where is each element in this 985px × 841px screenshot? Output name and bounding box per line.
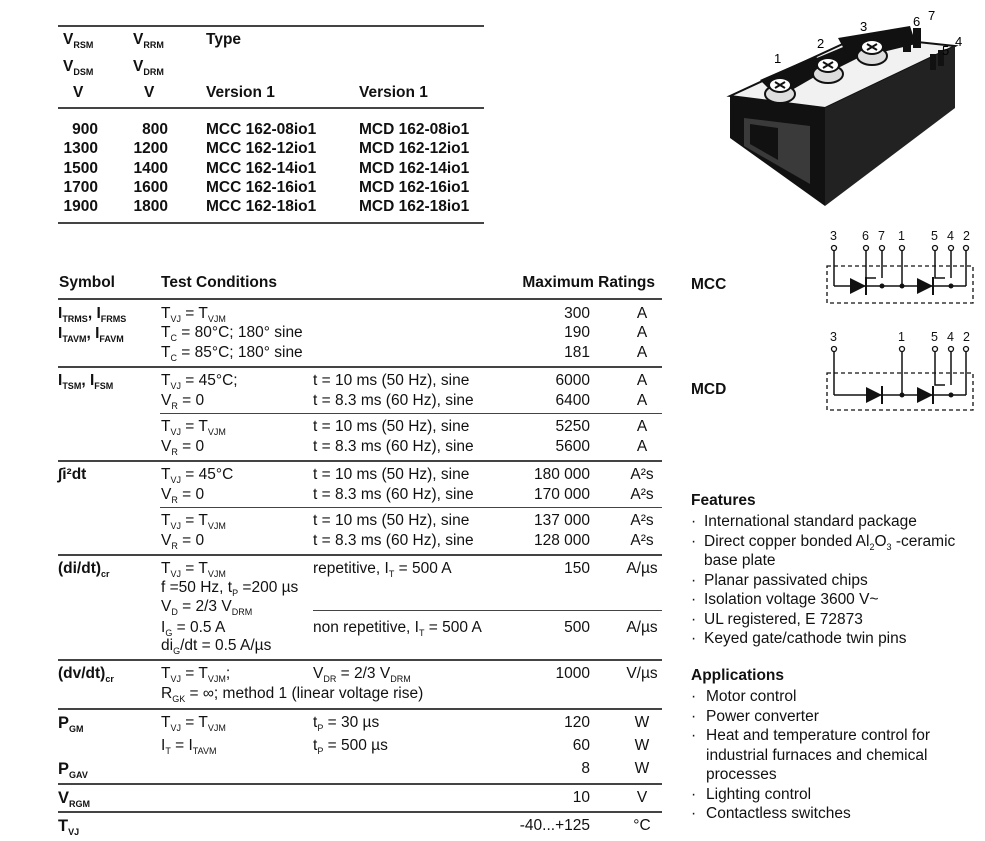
rating-value: 181: [564, 344, 590, 361]
vrsm-cell: 1300: [63, 140, 98, 158]
time-condition: t = 10 ms (50 Hz), sine: [313, 512, 470, 529]
vdsm-header: $V_{DSM}$: [63, 58, 94, 77]
vrsm-cell: 1700: [63, 178, 98, 196]
mcd-type-cell: MCD 162-16io1: [359, 178, 470, 196]
vrsm-cell: 1500: [63, 159, 98, 177]
gate-pin-6: [903, 32, 911, 52]
vrrm-cell: 800: [142, 121, 168, 138]
condition-text: f =50 Hz, $t_P =200$ µs: [161, 579, 299, 598]
condition-text: $V_R = 0$: [161, 392, 205, 411]
ratings-rule: [58, 298, 662, 300]
time-condition: non repetitive, $I_T = 500$ A: [313, 619, 482, 638]
time-condition: t = 10 ms (50 Hz), sine: [313, 466, 470, 483]
mcc-pin-label: 6: [862, 229, 869, 243]
terminal-1: [765, 78, 795, 103]
mcc-type-cell: MCC 162-18io1: [206, 198, 317, 216]
condition-text: $I_T = I_{TAVM}$: [161, 737, 217, 756]
mcd-pin-label: 5: [931, 330, 938, 344]
sub-row-divider: [160, 507, 662, 508]
condition-text: $V_D = 2/3$ $V_{DRM}$: [161, 598, 253, 617]
vrrm-cell: 1600: [133, 178, 168, 196]
symbol-vrgm: $V_{RGM}$: [58, 789, 91, 809]
mcc-type-cell: MCC 162-14io1: [206, 159, 317, 177]
mcd-pin-label: 3: [830, 330, 837, 344]
rating-unit: V/µs: [626, 665, 658, 682]
mcc-type-cell: MCC 162-12io1: [206, 140, 317, 158]
time-condition: t = 10 ms (50 Hz), sine: [313, 372, 470, 389]
time-condition: t = 10 ms (50 Hz), sine: [313, 418, 470, 435]
rating-value: 500: [564, 619, 590, 636]
table-rule-mid: [58, 107, 484, 109]
rating-value: 60: [572, 737, 590, 754]
condition-text: $T_{VJ} = 45^\circ C$;: [161, 372, 238, 391]
module-package-image: [720, 8, 970, 208]
vrrm-cell: 1800: [133, 198, 168, 216]
unit-v-2: V: [144, 84, 155, 101]
applications-list: · Motor control · Power converter · Heat and temperature control for industrial furnaces and chemical processes · Lighting control · Contactless switches: [691, 688, 931, 822]
gate-pin-7: [913, 28, 921, 48]
condition-text: $T_{VJ} = 45^\circ C$: [161, 466, 234, 485]
gate-pin-5: [930, 54, 936, 70]
rating-value: 180 000: [533, 466, 590, 483]
symbol-itsm: $I_{TSM}$, $I_{FSM}$: [58, 372, 114, 391]
mcc-pin-label: 3: [830, 229, 837, 243]
rating-unit: A²s: [630, 532, 654, 549]
condition-text: $V_R = 0$: [161, 532, 205, 551]
rating-unit: A/µs: [626, 619, 658, 636]
symbol-itavm: $I_{TAVM}$, $I_{FAVM}$: [58, 325, 124, 344]
rating-unit: A: [636, 305, 648, 322]
rating-unit: W: [634, 737, 650, 754]
row-divider: [58, 366, 662, 368]
mcc-pin-label: 4: [947, 229, 954, 243]
vdrm-header: $V_{DRM}$: [133, 58, 164, 77]
rating-unit: A: [636, 324, 648, 341]
package-pin-label: 6: [913, 14, 921, 29]
vrrm-cell: 1400: [133, 159, 168, 177]
vrsm-cell: 1900: [63, 198, 98, 216]
rating-value: 6400: [555, 392, 590, 409]
vrrm-cell: 1200: [133, 140, 168, 158]
package-pin-label: 3: [860, 19, 868, 34]
mcd-label: MCD: [691, 381, 727, 398]
rating-value: 137 000: [533, 512, 590, 529]
time-condition: t = 8.3 ms (60 Hz), sine: [313, 438, 474, 455]
terminal-3: [857, 40, 887, 65]
row-divider: [58, 783, 662, 785]
features-heading: Features: [691, 492, 756, 509]
rating-value: 5600: [555, 438, 590, 455]
vrrm-header: $V_{RRM}$: [133, 31, 164, 50]
rating-unit: W: [634, 760, 650, 777]
symbol-pgm: $P_{GM}$: [58, 714, 84, 734]
package-pin-label: 4: [955, 34, 963, 49]
row-divider: [58, 811, 662, 813]
symbol-tvj: $T_{VJ}$: [58, 817, 80, 837]
mcd-type-cell: MCD 162-14io1: [359, 159, 470, 177]
rating-value: 6000: [555, 372, 590, 389]
symbol-itrms: $I_{TRMS}$, $I_{FRMS}$: [58, 305, 127, 324]
mcd-schematic: [820, 327, 980, 413]
package-pin-label: 5: [942, 43, 950, 58]
rating-unit: A²s: [630, 466, 654, 483]
symbol-pgav: $P_{GAV}$: [58, 760, 88, 780]
rating-value: -40...+125: [519, 817, 590, 834]
mcd-type-cell: MCD 162-08io1: [359, 121, 470, 138]
condition-text: $I_G = 0.5$ A: [161, 619, 226, 638]
rating-unit: A²s: [630, 512, 654, 529]
version-header-mcd: Version 1: [359, 84, 428, 101]
time-condition: repetitive, $I_T = 500$ A: [313, 560, 452, 579]
mcc-pin-label: 2: [963, 229, 970, 243]
sub-row-divider: [160, 413, 662, 414]
rating-value: 8: [581, 760, 590, 777]
symbol-didt: $(di/dt)_{cr}$: [58, 560, 110, 579]
features-list: · International standard package · Direct copper bonded $Al_2O_3$ -ceramic base plate · Planar passivated chips · Isolation voltage 3600 V~ · UL registered, E 72873 · Keyed gate/cathode twin pins: [691, 513, 956, 647]
mcc-label: MCC: [691, 276, 727, 293]
time-condition: t = 8.3 ms (60 Hz), sine: [313, 532, 474, 549]
symbol-header: Symbol: [59, 274, 115, 291]
row-divider: [58, 708, 662, 710]
time-condition: $t_P = 500$ µs: [313, 737, 388, 756]
rating-unit: A/µs: [626, 560, 658, 577]
condition-text: $T_C = 80^\circ C$; 180° sine: [161, 324, 303, 343]
rating-value: 190: [564, 324, 590, 341]
package-pin-label: 1: [774, 51, 782, 66]
mcc-schematic: [820, 226, 980, 306]
mcd-pin-label: 2: [963, 330, 970, 344]
rating-unit: A: [636, 344, 648, 361]
rating-value: 150: [564, 560, 590, 577]
mcc-type-cell: MCC 162-08io1: [206, 121, 317, 138]
mcd-type-cell: MCD 162-18io1: [359, 198, 470, 216]
rating-unit: °C: [633, 817, 651, 834]
rating-value: 5250: [555, 418, 590, 435]
sub-row-divider: [313, 610, 662, 611]
vrsm-cell: 900: [72, 121, 98, 138]
rating-unit: W: [634, 714, 650, 731]
unit-v-1: V: [73, 84, 84, 101]
mcd-type-cell: MCD 162-12io1: [359, 140, 470, 158]
time-condition: t = 8.3 ms (60 Hz), sine: [313, 392, 474, 409]
mcc-pin-label: 5: [931, 229, 938, 243]
time-condition: t = 8.3 ms (60 Hz), sine: [313, 486, 474, 503]
rating-value: 10: [572, 789, 590, 806]
rating-value: 170 000: [533, 486, 590, 503]
rating-unit: V: [636, 789, 648, 806]
condition-text: $T_{VJ} = T_{VJM}$: [161, 418, 226, 437]
terminal-2: [813, 58, 843, 83]
rating-unit: A²s: [630, 486, 654, 503]
rating-unit: A: [636, 418, 648, 435]
package-pin-label: 7: [928, 8, 936, 23]
condition-text: $T_{VJ} = T_{VJM}$: [161, 560, 226, 579]
condition-text: $T_{VJ} = T_{VJM}$;: [161, 665, 231, 684]
rating-unit: A: [636, 392, 648, 409]
rating-value: 120: [564, 714, 590, 731]
vrsm-header: $V_{RSM}$: [63, 31, 94, 50]
condition-text: $V_R = 0$: [161, 438, 205, 457]
version-header-mcc: Version 1: [206, 84, 275, 101]
row-divider: [58, 460, 662, 462]
table-rule-bottom: [58, 222, 484, 224]
package-pin-label: 2: [817, 36, 825, 51]
condition-text: $di_G/dt = 0.5$ A/µs: [161, 637, 272, 656]
symbol-dvdt: $(dv/dt)_{cr}$: [58, 665, 114, 684]
time-condition: $V_{DR} = 2/3$ $V_{DRM}$: [313, 665, 411, 684]
condition-text: $T_{VJ} = T_{VJM}$: [161, 305, 226, 324]
test-conditions-header: Test Conditions: [161, 274, 277, 291]
row-divider: [58, 554, 662, 556]
condition-text: $T_{VJ} = T_{VJM}$: [161, 512, 226, 531]
type-header: Type: [206, 31, 242, 48]
condition-text: $R_{GK}$ = ∞; method 1 (linear voltage rise): [161, 685, 424, 704]
rating-value: 128 000: [533, 532, 590, 549]
rating-unit: A: [636, 438, 648, 455]
applications-heading: Applications: [691, 667, 785, 684]
max-ratings-header: Maximum Ratings: [522, 274, 655, 291]
rating-value: 300: [564, 305, 590, 322]
condition-text: $T_{VJ} = T_{VJM}$: [161, 714, 226, 733]
rating-unit: A: [636, 372, 648, 389]
row-divider: [58, 659, 662, 661]
mcc-pin-label: 7: [878, 229, 885, 243]
time-condition: $t_P = 30$ µs: [313, 714, 380, 733]
mcc-pin-label: 1: [898, 229, 905, 243]
mcd-pin-label: 4: [947, 330, 954, 344]
rating-value: 1000: [555, 665, 590, 682]
mcd-pin-label: 1: [898, 330, 905, 344]
table-rule-top: [58, 25, 484, 27]
condition-text: $T_C = 85^\circ C$; 180° sine: [161, 344, 303, 363]
condition-text: $V_R = 0$: [161, 486, 205, 505]
symbol-i2dt: ∫i²dt: [58, 466, 87, 483]
mcc-type-cell: MCC 162-16io1: [206, 178, 317, 196]
